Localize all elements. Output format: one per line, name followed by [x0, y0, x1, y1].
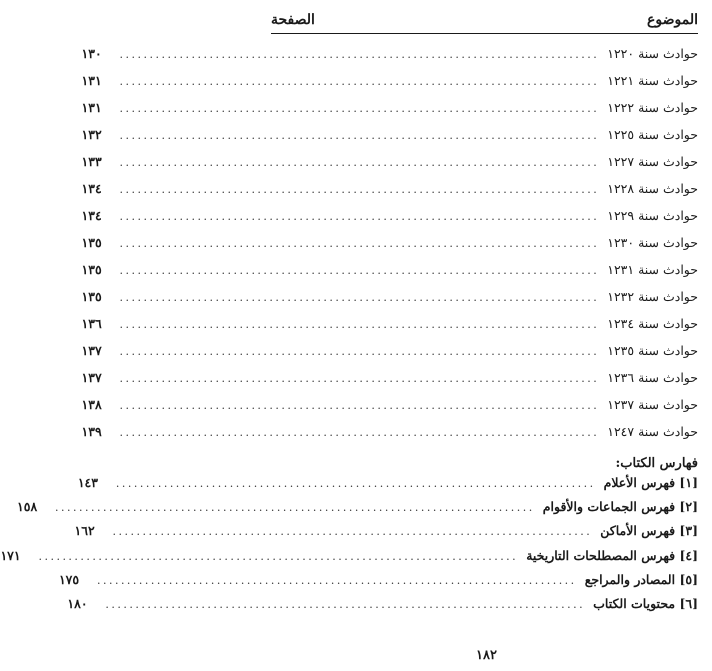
entry-title: [٤] فهرس المصطلحات التاريخية: [526, 547, 698, 563]
entry-title: حوادث سنة ١٢٤٧: [607, 424, 698, 439]
table-of-contents: [0, 46, 698, 620]
topic-column-label: الموضوع: [647, 12, 698, 28]
toc-entry: [81, 73, 698, 100]
dot-leader: ................................................................................: [119, 399, 600, 412]
entry-title: [١] فهرس الأعلام: [603, 475, 698, 490]
toc-header: [271, 8, 698, 32]
entries-list: [81, 46, 698, 451]
entry-title: [٥] المصادر والمراجع: [584, 571, 698, 587]
entry-page-number: ١٣٣: [81, 154, 102, 169]
entry-page-number: ١٧٥: [58, 571, 80, 587]
entry-title: حوادث سنة ١٢٣٧: [607, 397, 698, 412]
dot-leader: ................................................................................: [119, 156, 600, 169]
dot-leader: ................................................................................: [119, 75, 600, 88]
entry-page-number: ١٣٥: [81, 235, 102, 250]
toc-entry: [81, 127, 698, 154]
toc-entry: [81, 46, 698, 73]
entry-page-number: ١٣٨: [81, 397, 102, 412]
toc-entry: [74, 523, 698, 547]
entry-page-number: ١٣٦: [81, 316, 102, 331]
page-column-label: الصفحة: [271, 12, 315, 28]
entry-title: [٦] محتويات الكتاب: [593, 595, 698, 611]
dot-leader: ................................................................................: [119, 210, 600, 223]
header-divider: [271, 33, 698, 34]
toc-entry: [67, 595, 698, 620]
entry-title: حوادث سنة ١٢٢٧: [607, 154, 698, 169]
toc-entry: [81, 154, 698, 181]
toc-entry: [81, 316, 698, 343]
entry-title: حوادث سنة ١٢٣٦: [607, 370, 698, 385]
entry-page-number: ١٣٠: [81, 46, 102, 61]
dot-leader: ................................................................................: [119, 426, 600, 439]
dot-leader: ................................................................................: [55, 501, 535, 515]
indices-list: [0, 475, 698, 620]
entry-title: حوادث سنة ١٢٣٤: [607, 316, 698, 331]
toc-entry: [77, 475, 698, 499]
entry-page-number: ١٨٠: [67, 595, 88, 611]
entry-title: حوادث سنة ١٢٣٠: [607, 235, 698, 250]
entry-page-number: ١٣٩: [81, 424, 102, 439]
entry-page-number: ١٣٧: [81, 343, 102, 358]
toc-entry: [17, 499, 698, 523]
page-number: ١٨٢: [476, 648, 497, 663]
entry-title: حوادث سنة ١٢٢١: [607, 73, 698, 88]
dot-leader: ................................................................................: [119, 129, 600, 142]
entry-title: حوادث سنة ١٢٢٩: [607, 208, 698, 223]
toc-entry: [81, 235, 698, 262]
dot-leader: ................................................................................: [119, 318, 600, 331]
dot-leader: ................................................................................: [96, 573, 577, 587]
toc-entry: [81, 424, 698, 451]
entry-title: حوادث سنة ١٢٢٢: [607, 100, 698, 115]
dot-leader: ................................................................................: [119, 183, 600, 196]
dot-leader: ................................................................................: [112, 525, 593, 539]
dot-leader: ................................................................................: [119, 291, 600, 304]
entry-page-number: ١٥٨: [17, 499, 38, 515]
toc-entry: [81, 370, 698, 397]
dot-leader: ................................................................................: [119, 372, 600, 385]
entry-page-number: ١٧١: [0, 547, 21, 563]
dot-leader: ................................................................................: [119, 264, 600, 277]
toc-entry: [81, 343, 698, 370]
dot-leader: ................................................................................: [119, 102, 600, 115]
toc-entry: [81, 100, 698, 127]
toc-entry: [81, 262, 698, 289]
entry-page-number: ١٣١: [81, 73, 102, 88]
entry-title: [٣] فهرس الأماكن: [600, 523, 698, 539]
entry-title: حوادث سنة ١٢٣١: [607, 262, 698, 277]
dot-leader: ................................................................................: [119, 237, 600, 250]
entry-page-number: ١٣٢: [81, 127, 102, 142]
dot-leader: ................................................................................: [115, 477, 596, 490]
dot-leader: ................................................................................: [119, 345, 600, 358]
entry-title: [٢] فهرس الجماعات والأقوام: [542, 499, 698, 515]
toc-entry: [58, 571, 698, 596]
entry-title: حوادث سنة ١٢٣٥: [607, 343, 698, 358]
entry-page-number: ١٣١: [81, 100, 102, 115]
entry-page-number: ١٣٥: [81, 262, 102, 277]
entry-page-number: ١٤٣: [77, 475, 98, 490]
toc-entry: [0, 547, 698, 572]
entry-title: حوادث سنة ١٢٢٨: [607, 181, 698, 196]
dot-leader: ................................................................................: [38, 549, 519, 563]
entry-title: حوادث سنة ١٢٣٢: [607, 289, 698, 304]
dot-leader: ................................................................................: [105, 597, 586, 611]
toc-entry: [81, 208, 698, 235]
toc-entry: [81, 397, 698, 424]
entry-page-number: ١٣٧: [81, 370, 102, 385]
toc-entry: [81, 289, 698, 316]
entry-title: حوادث سنة ١٢٢٠: [607, 46, 698, 61]
dot-leader: ................................................................................: [119, 48, 600, 61]
entry-page-number: ١٣٤: [81, 181, 102, 196]
entry-title: حوادث سنة ١٢٢٥: [607, 127, 698, 142]
toc-entry: [81, 181, 698, 208]
entry-page-number: ١٦٢: [74, 523, 95, 539]
entry-page-number: ١٣٥: [81, 289, 102, 304]
indices-heading: فهارس الكتاب:: [615, 455, 698, 471]
entry-page-number: ١٣٤: [81, 208, 102, 223]
